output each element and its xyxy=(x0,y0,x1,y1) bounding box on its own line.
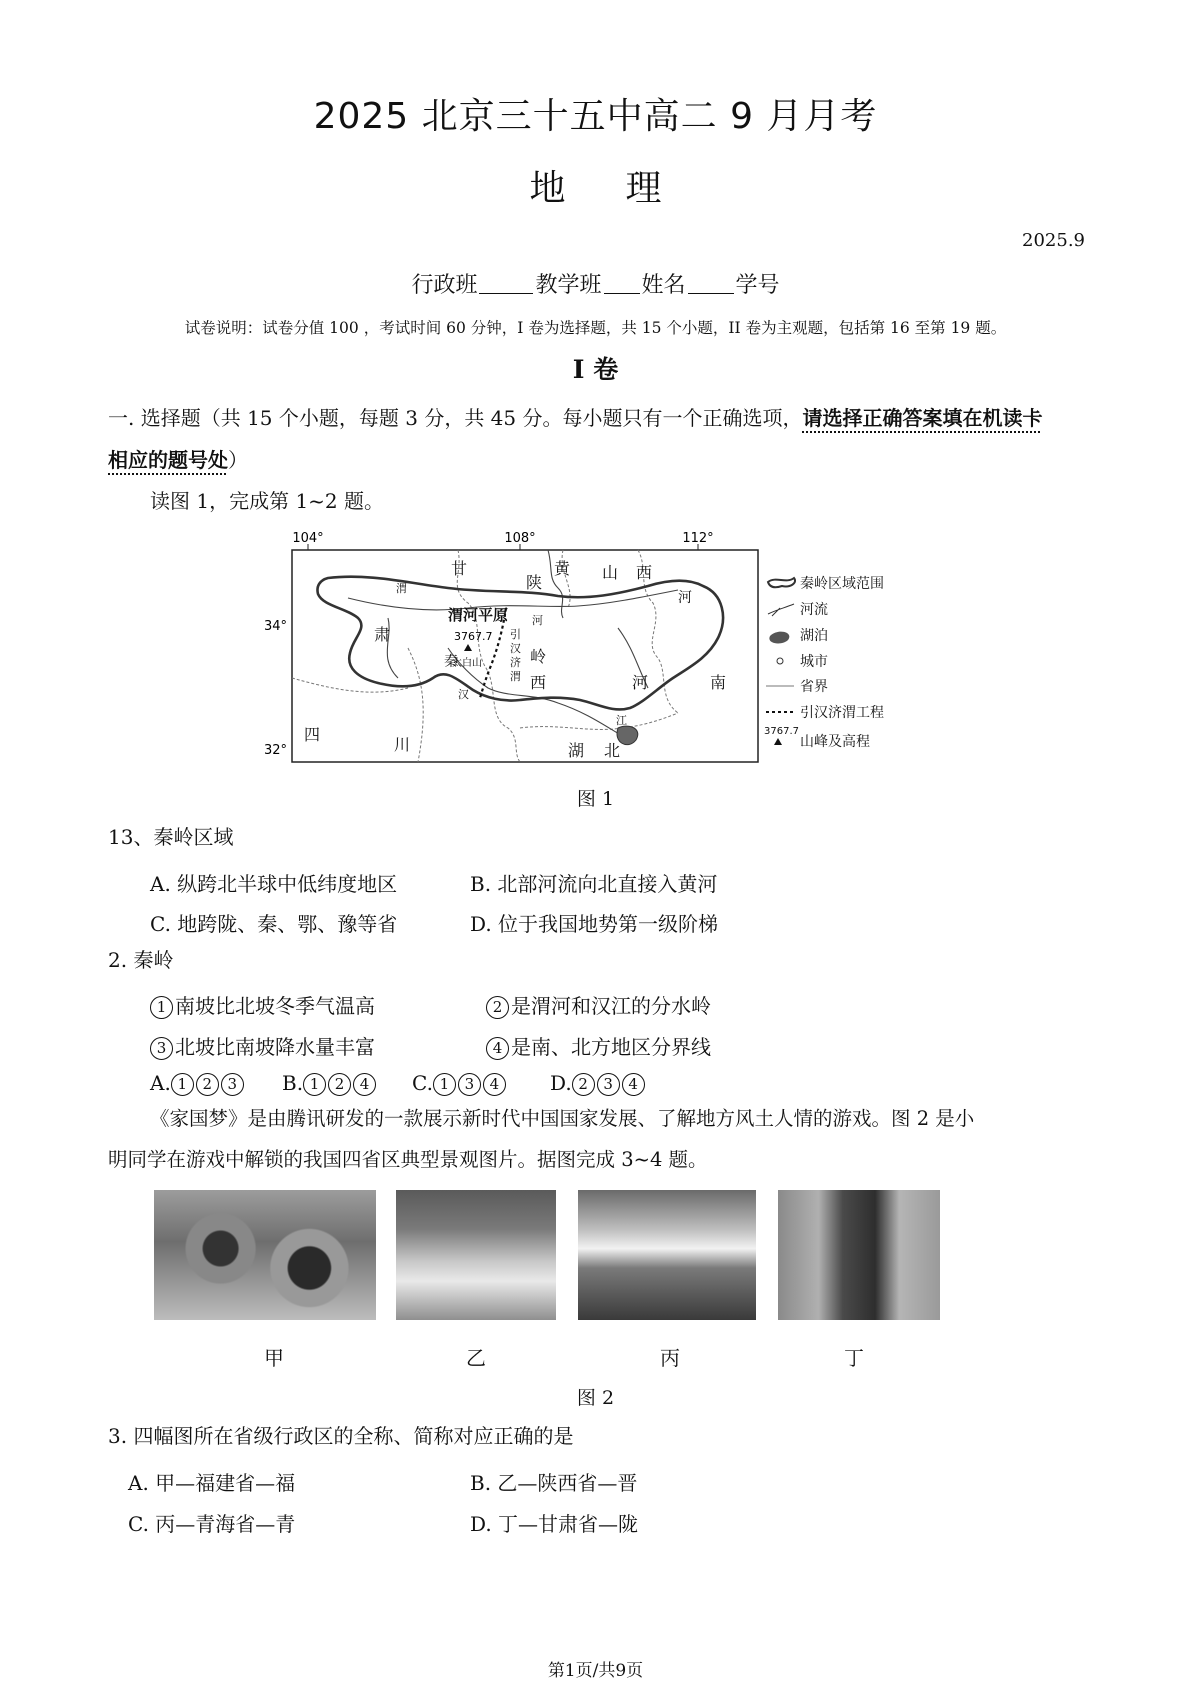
photo-grottoes xyxy=(778,1190,940,1320)
q1-option-c[interactable]: C. 地跨陇、秦、鄂、豫等省 xyxy=(150,912,398,936)
student-info-fields xyxy=(0,268,1191,299)
intro-emphasis: 请选择正确答案填在机读卡 xyxy=(802,406,1043,430)
part1-intro-line2 xyxy=(108,440,248,480)
svg-text:河: 河 xyxy=(532,614,543,627)
q3-option-c[interactable]: C. 丙—青海省—青 xyxy=(128,1512,296,1536)
svg-text:城市: 城市 xyxy=(800,654,828,670)
field-label: 学号 xyxy=(735,273,780,298)
q3-option-a[interactable]: A. 甲—福建省—福 xyxy=(128,1471,296,1495)
exam-date: 2025.9 xyxy=(1022,230,1085,251)
field-blank[interactable] xyxy=(479,273,533,294)
lat-label: 34° xyxy=(264,619,288,634)
lon-label: 108° xyxy=(504,531,536,546)
q2-statement: 2 是渭河和汉江的分水岭 xyxy=(486,990,711,1019)
svg-text:引: 引 xyxy=(510,628,521,641)
photo-label: 丁 xyxy=(844,1346,864,1370)
q3-stem: 3. 四幅图所在省级行政区的全称、简称对应正确的是 xyxy=(108,1424,574,1448)
svg-text:河: 河 xyxy=(632,673,649,692)
svg-text:湖泊: 湖泊 xyxy=(800,628,828,644)
field-label: 行政班 xyxy=(411,273,478,298)
svg-text:南: 南 xyxy=(710,673,727,692)
q2-choice-c[interactable]: C. 1 3 4 xyxy=(412,1071,508,1096)
field-label: 姓名 xyxy=(641,273,686,298)
lake-legend-icon xyxy=(769,632,789,644)
lat-label: 32° xyxy=(264,743,288,758)
section-title: I 卷 xyxy=(572,355,619,384)
svg-text:肃: 肃 xyxy=(374,625,391,644)
svg-text:四: 四 xyxy=(304,725,321,744)
photo-label: 乙 xyxy=(466,1346,486,1370)
svg-text:渭: 渭 xyxy=(510,670,521,683)
lake xyxy=(617,726,638,745)
svg-text:渭河平原: 渭河平原 xyxy=(448,606,509,624)
svg-text:山峰及高程: 山峰及高程 xyxy=(800,734,870,750)
field-label: 教学班 xyxy=(535,273,602,298)
passage-line-2: 明同学在游戏中解锁的我国四省区典型景观图片。据图完成 3~4 题。 xyxy=(108,1148,708,1171)
svg-text:汉: 汉 xyxy=(510,642,521,655)
q3-option-d[interactable]: D. 丁—甘肃省—陇 xyxy=(470,1512,639,1536)
exam-title: 2025 北京三十五中高二 9 月月考 xyxy=(313,96,878,137)
photo-waterfall xyxy=(396,1190,556,1320)
svg-text:3767.7: 3767.7 xyxy=(764,726,799,737)
photo-label: 丙 xyxy=(660,1346,680,1370)
intro-text: 一. 选择题（共 15 个小题，每题 3 分，共 45 分。每小题只有一个正确选项， xyxy=(108,406,803,430)
q1-option-d[interactable]: D. 位于我国地势第一级阶梯 xyxy=(470,912,719,936)
svg-text:汉: 汉 xyxy=(458,688,469,701)
city-legend-icon xyxy=(777,658,783,664)
map-legend xyxy=(764,575,884,750)
q3-option-b[interactable]: B. 乙—陕西省—晋 xyxy=(470,1471,638,1495)
svg-text:济: 济 xyxy=(510,656,521,669)
figure-1-caption: 图 1 xyxy=(576,788,615,810)
peak-name: 太白山 xyxy=(452,658,482,669)
photo-label: 甲 xyxy=(264,1346,284,1370)
q2-statement: 1 南坡比北坡冬季气温高 xyxy=(150,990,375,1019)
svg-text:河流: 河流 xyxy=(800,602,828,618)
svg-text:秦: 秦 xyxy=(444,654,458,670)
q2-choice-b[interactable]: B. 1 2 4 xyxy=(282,1071,378,1096)
intro-text: ） xyxy=(228,448,248,472)
page-number: 第1页/共9页 xyxy=(547,1661,644,1681)
field-blank[interactable] xyxy=(688,273,734,294)
svg-text:引汉济渭工程: 引汉济渭工程 xyxy=(800,705,884,721)
svg-text:渭: 渭 xyxy=(396,582,407,595)
svg-text:湖: 湖 xyxy=(568,741,585,760)
svg-text:山: 山 xyxy=(602,563,619,582)
intro-emphasis: 相应的题号处 xyxy=(108,448,228,472)
figure-2-caption: 图 2 xyxy=(576,1387,615,1409)
exam-instructions: 试卷说明：试卷分值 100 ，考试时间 60 分钟，I 卷为选择题，共 15 个小题，II 卷为主观题，包括第 16 至第 19 题。 xyxy=(184,319,1007,337)
photo-tulou xyxy=(154,1190,376,1320)
svg-text:省界: 省界 xyxy=(800,679,828,695)
svg-text:北: 北 xyxy=(604,741,621,760)
svg-text:黄: 黄 xyxy=(554,559,571,578)
read-figure-1: 读图 1，完成第 1~2 题。 xyxy=(150,489,385,513)
q2-choice-a[interactable]: A. 1 2 3 xyxy=(150,1071,246,1096)
passage-line-1: 《家国梦》是由腾讯研发的一款展示新时代中国国家发展、了解地方风土人情的游戏。图 2 是小 xyxy=(150,1107,975,1130)
q2-choice-d[interactable]: D. 2 3 4 xyxy=(550,1071,647,1096)
svg-text:秦岭区域范围: 秦岭区域范围 xyxy=(800,576,884,592)
svg-text:陕: 陕 xyxy=(526,573,543,592)
field-blank[interactable] xyxy=(604,273,640,294)
region-legend-icon xyxy=(768,578,795,587)
q1-option-b[interactable]: B. 北部河流向北直接入黄河 xyxy=(470,872,718,896)
lon-label: 112° xyxy=(682,531,714,546)
q2-stem: 2. 秦岭 xyxy=(108,948,174,972)
peak-legend-icon xyxy=(774,738,782,745)
part1-intro xyxy=(108,398,1088,438)
q2-statement: 3 北坡比南坡降水量丰富 xyxy=(150,1031,375,1060)
q1-stem: 13、秦岭区域 xyxy=(108,825,234,849)
svg-text:江: 江 xyxy=(616,714,627,727)
svg-text:河: 河 xyxy=(678,590,692,606)
peak-elevation: 3767.7 xyxy=(454,630,493,643)
lon-label: 104° xyxy=(292,531,324,546)
svg-text:西: 西 xyxy=(636,563,653,582)
svg-text:西: 西 xyxy=(530,673,547,692)
photo-palace xyxy=(578,1190,756,1320)
svg-text:川: 川 xyxy=(394,735,411,754)
svg-text:甘: 甘 xyxy=(451,559,468,578)
q1-option-a[interactable]: A. 纵跨北半球中低纬度地区 xyxy=(150,872,398,896)
q2-statement: 4 是南、北方地区分界线 xyxy=(486,1031,711,1060)
svg-text:岭: 岭 xyxy=(530,647,547,666)
river-legend-icon xyxy=(768,604,794,616)
qinling-map xyxy=(258,528,938,768)
subject-title: 地理 xyxy=(529,168,722,209)
